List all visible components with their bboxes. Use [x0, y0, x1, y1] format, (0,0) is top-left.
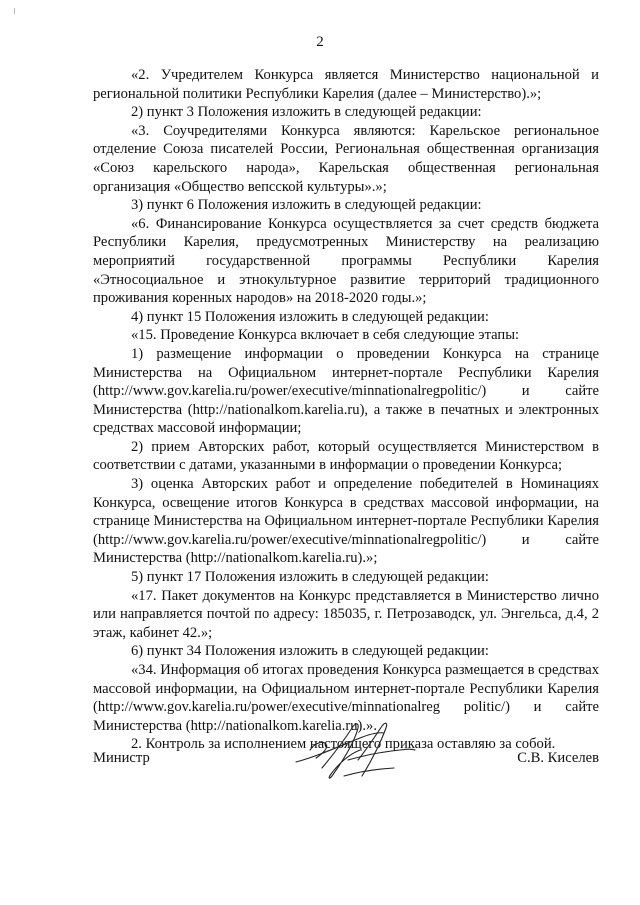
paragraph-item-2: «2. Учредителем Конкурса является Министерство национальной и региональной политики Республики Карелия (далее – Министерство).»; [93, 67, 599, 102]
paragraph-item-34: «34. Информация об итогах проведения Конкурса размещается в средствах массовой информации, на Официальном интернет-портале Республики Карелия (http://www.gov.karelia.ru/power/executive/minnationalreg politic/) и сайте Министерства (http://nationalkom.karelia.ru).». [93, 662, 599, 734]
amendment-point-15: 4) пункт 15 Положения изложить в следующей редакции: [131, 308, 489, 325]
signer-name: С.В. Киселев [517, 750, 599, 766]
signer-title: Министр [93, 750, 150, 766]
paragraph-item-3: «3. Соучредителями Конкурса являются: Карельское региональное отделение Союза писателей России, Региональная общественная организация «Союз карельского народа», Карельская общественная региональная организация «Общество вепсской культуры».»; [93, 122, 599, 195]
amendment-point-17: 5) пункт 17 Положения изложить в следующей редакции: [131, 569, 489, 586]
scan-mark [14, 8, 15, 14]
document-body [93, 66, 599, 754]
control-clause: 2. Контроль за исполнением настоящего приказа оставляю за собой. [131, 736, 556, 753]
handwritten-signature [288, 716, 418, 796]
stage-2: 2) прием Авторских работ, который осуществляется Министерством в соответствии с датами, указанными в информации о проведении Конкурса; [93, 438, 599, 474]
paragraph-item-17: «17. Пакет документов на Конкурс представляется в Министерство лично или направляется почтой по адресу: 185035, г. Петрозаводск, ул. Энгельса, д.4, 2 этаж, кабинет 42.»; [93, 587, 599, 641]
stage-3: 3) оценка Авторских работ и определение победителей в Номинациях Конкурса, освещение итогов Конкурса в средствах массовой информации, на странице Министерства на Официальном интернет-портале Республики Карелия (http://www.gov.karelia.ru/power/executive/minnationalregpolitic/) и сайте Министерства (http://nationalkom.karelia.ru).»; [93, 476, 599, 567]
amendment-point-34: 6) пункт 34 Положения изложить в следующей редакции: [131, 643, 489, 660]
signature-block [93, 738, 599, 798]
paragraph-item-15: «15. Проведение Конкурса включает в себя следующие этапы: [131, 327, 520, 344]
amendment-point-6: 3) пункт 6 Положения изложить в следующей редакции: [131, 197, 482, 214]
stage-1: 1) размещение информации о проведении Конкурса на странице Министерства на Официальном интернет-портале Республики Карелия (http://www.gov.karelia.ru/power/executive/minnationalregpolitic/) и сайте Министерства (http://nationalkom.karelia.ru), а также в печатных и электронных средствах массовой информации; [93, 345, 599, 437]
paragraph-item-6: «6. Финансирование Конкурса осуществляется за счет средств бюджета Республики Карелия, предусмотренных Министерству на реализацию мероприятий государственной программы Республики Карелия «Этносоциальное и этнокультурное развитие территорий традиционного проживания коренных народов» на 2018-2020 годы.»; [93, 215, 599, 307]
amendment-point-3: 2) пункт 3 Положения изложить в следующей редакции: [131, 104, 482, 121]
page-number: 2 [316, 34, 324, 50]
